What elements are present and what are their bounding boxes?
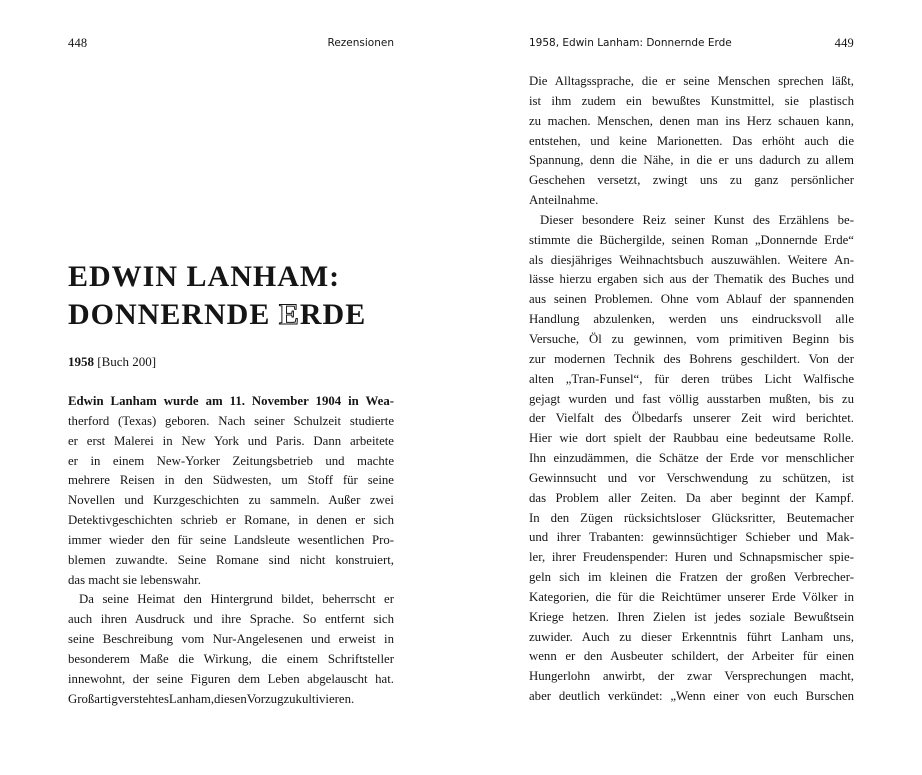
title-outline-initial: E — [278, 298, 300, 331]
intro-line: Edwin Lanham wurde am 11. November 1904 in Wea- — [68, 394, 394, 408]
text-line: lässe hierzu ergaben sich aus der Thematik des Buches und — [529, 272, 854, 287]
text-line: aus seinen Problemen. Ohne vom Ablauf der spannenden — [529, 292, 854, 307]
text-line: Detektivgeschichten schrieb er Romane, in denen er sich — [68, 513, 394, 528]
publication-reference — [68, 354, 156, 370]
text-line: als diesjähriges Weihnachtsbuch auszuwählen. Weitere An- — [529, 252, 854, 267]
text-line: Dieser besondere Reiz seiner Kunst des Erzählens be- — [540, 212, 854, 227]
text-line: Hungerlohn anwirbt, der zwar Versprechungen macht, — [529, 669, 854, 684]
text-line: das Problem aller Zeiten. Da aber beginnt der Kampf. — [529, 490, 854, 505]
text-line: das macht sie lebenswahr. — [68, 572, 201, 587]
text-line: zu machen. Menschen, denen man ins Herz schauen kann, — [529, 113, 854, 128]
page-number: 448 — [68, 36, 88, 50]
text-line: Versuche, Öl zu gewinnen, vom primitiven Beginn bis — [529, 331, 854, 346]
text-line: er in einem New-Yorker Zeitungsbetrieb und machte — [68, 453, 394, 468]
text-line: Geschehen versetzt, zwingt uns zu ganz persönlicher — [529, 173, 854, 188]
title-line-2-rest: RDE — [299, 298, 367, 331]
text-line: er erst Malerei in New York und Paris. Dann arbeitete — [68, 433, 394, 448]
text-line: gejagt wurden und fast völlig ausstarben mußten, bis zu — [529, 391, 854, 406]
text-line: alten „Tran-Funsel“, für deren trübes Licht Walfische — [529, 371, 854, 386]
text-line: auch ihren Ausdruck und ihre Sprache. So entfernt sich — [68, 612, 394, 627]
text-line: und ihrer Trabanten: gewinnsüchtiger Schieber und Mak- — [529, 530, 854, 545]
text-line: Spannung, denn die Nähe, in die er uns dadurch zu allem — [529, 153, 854, 168]
text-line: ler, ihrer Freudenspender: Huren und Schnapsmischer spie- — [529, 550, 854, 565]
text-line: zur modernen Technik des Bohrens geschildert. Von der — [529, 351, 854, 366]
title-line-2 — [68, 296, 394, 334]
text-line: innewohnt, der seine Figuren dem Leben abgelauscht hat. — [68, 671, 394, 686]
text-line: stimmte die Büchergilde, seinen Roman „Donnernde Erde“ — [529, 232, 854, 247]
running-head: 1958, Edwin Lanham: Donnernde Erde — [529, 37, 732, 49]
text-line: geln sich im kleinen die Fratzen der großen Verbrecher- — [529, 570, 854, 585]
running-head: Rezensionen — [327, 37, 394, 49]
left-page — [68, 0, 394, 775]
text-line: therford (Texas) geboren. Nach seiner Schulzeit studierte — [68, 413, 394, 428]
publication-year: 1958 — [68, 354, 94, 369]
right-page-header — [529, 36, 854, 52]
text-line: ist ihm zudem ein bewußtes Kunstmittel, sie plastisch — [529, 93, 854, 108]
title-line-2-main: DONNERNDE — [68, 298, 279, 331]
title-line-1: EDWIN LANHAM: — [68, 260, 341, 293]
text-line: Da seine Heimat den Hintergrund bildet, beherrscht er — [79, 592, 394, 607]
text-line: Kategorien, die für die Reichtümer unserer Erde Völker in — [529, 589, 854, 604]
left-body-text — [68, 392, 394, 710]
right-page — [529, 0, 854, 775]
text-line: blemen zuwandte. Seine Romane sind nicht konstruiert, — [68, 552, 394, 567]
text-line: Die Alltagssprache, die er seine Menschen sprechen läßt, — [529, 74, 854, 88]
book-number: [Buch 200] — [94, 354, 157, 369]
text-line: immer wieder den für seine Landsleute wesentlichen Pro- — [68, 532, 394, 547]
text-line: seine Beschreibung vom Nur-Angelesenen und erweist in — [68, 632, 394, 647]
right-body-text — [529, 72, 854, 707]
text-line: besonderem Maße die Wirkung, die einem Schriftsteller — [68, 651, 394, 666]
text-line: aber deutlich verkündet: „Wenn einer von euch Burschen — [529, 689, 854, 704]
text-line: wenn er den Ausbeuter schildert, der Arbeiter für einen — [529, 649, 854, 664]
page-number: 449 — [834, 36, 854, 50]
text-line: mehrere Reisen in den Südwesten, um Stoff für seine — [68, 473, 394, 488]
text-line: Kriege hetzen. Ihren Zielen ist jedes soziale Bewußtsein — [529, 609, 854, 624]
text-line: Novellen und Kurzgeschichten zu sammeln. Außer zwei — [68, 493, 394, 508]
text-line: Handlung abzulenken, werden uns eindrucksvoll alle — [529, 312, 854, 327]
text-line: der Vielfalt des Ölbedarfs unserer Zeit wird berichtet. — [529, 411, 854, 426]
text-line: Gewinnsucht und vor Verschwendung zu schützen, ist — [529, 470, 854, 485]
text-line: Hier wie dort spielt der Raubbau eine bedeutsame Rolle. — [529, 431, 854, 446]
text-line: zuwider. Auch zu dieser Erkenntnis führt Lanham uns, — [529, 629, 854, 644]
text-line: Ihn einzudämmen, die Schätze der Erde vor menschlicher — [529, 451, 854, 466]
article-title — [68, 258, 394, 334]
text-line: entstehen, und keine Marionetten. Das erhöht auch die — [529, 133, 854, 148]
left-page-header — [68, 36, 394, 52]
text-line: In den Zügen rücksichtsloser Glücksritter, Beutemacher — [529, 510, 854, 525]
text-line: GroßartigverstehtesLanham,diesenVorzugzukultivieren. — [68, 691, 355, 706]
text-line: Anteilnahme. — [529, 193, 599, 208]
